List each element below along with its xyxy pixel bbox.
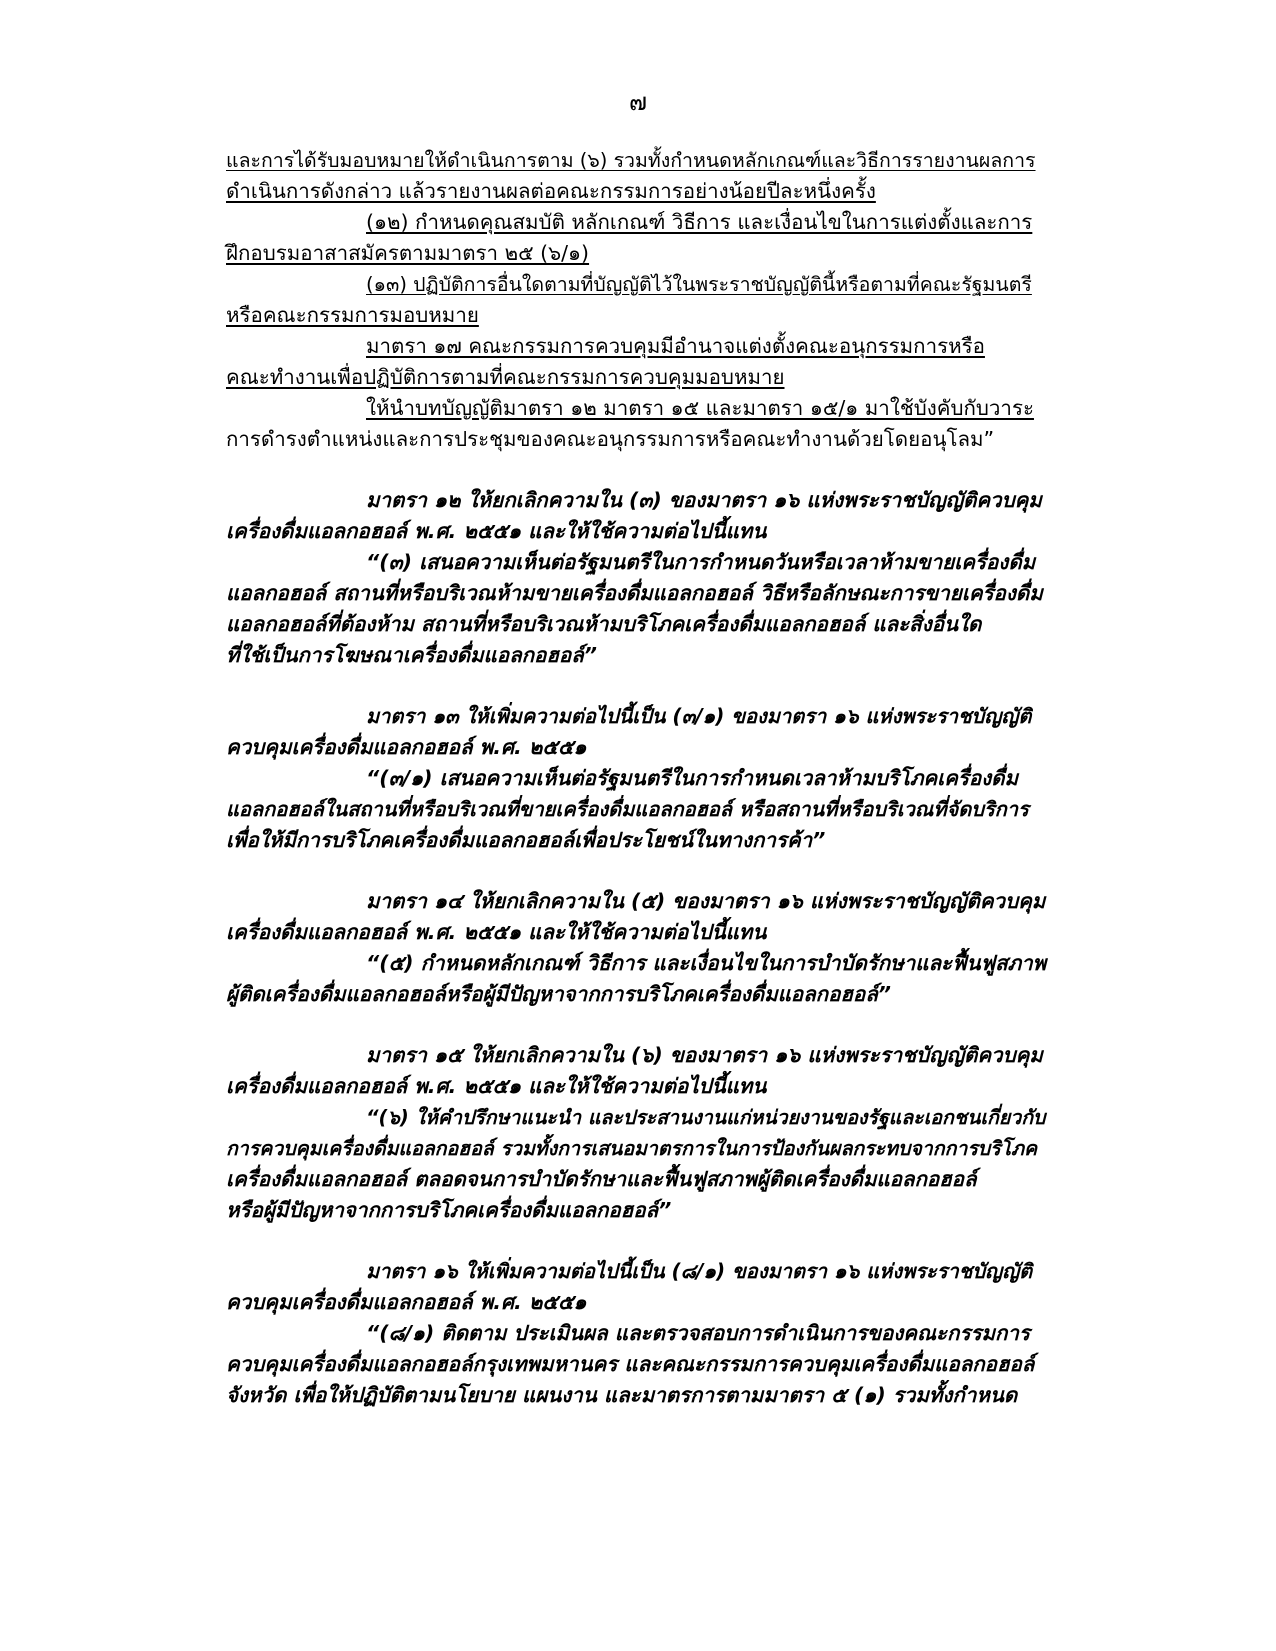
text-line: เครื่องดื่มแอลกอฮอล์ พ.ศ. ๒๕๕๑ และให้ใช้ความต่อไปนี้แทน <box>226 519 767 543</box>
text-line: (๑๓) ปฏิบัติการอื่นใดตามที่บัญญัติไว้ในพระราชบัญญัตินี้หรือตามที่คณะรัฐมนตรี <box>366 273 1032 296</box>
text-line: และการได้รับมอบหมายให้ดำเนินการตาม (๖) รวมทั้งกำหนดหลักเกณฑ์และวิธีการรายงานผลการ <box>226 149 1036 172</box>
text-line: “(๕) กำหนดหลักเกณฑ์ วิธีการ และเงื่อนไขในการบำบัดรักษาและฟื้นฟูสภาพ <box>366 951 1047 975</box>
text-line: แอลกอฮอล์ สถานที่หรือบริเวณห้ามขายเครื่องดื่มแอลกอฮอล์ วิธีหรือลักษณะการขายเครื่องดื่ม <box>226 581 1043 605</box>
text-line: แอลกอฮอล์ในสถานที่หรือบริเวณที่ขายเครื่องดื่มแอลกอฮอล์ หรือสถานที่หรือบริเวณที่จัดบริการ <box>226 797 1029 821</box>
text-line: เครื่องดื่มแอลกอฮอล์ พ.ศ. ๒๕๕๑ และให้ใช้ความต่อไปนี้แทน <box>226 920 767 944</box>
section-16 <box>226 1256 1046 1411</box>
text-line: แอลกอฮอล์ที่ต้องห้าม สถานที่หรือบริเวณห้ามบริโภคเครื่องดื่มแอลกอฮอล์ และสิ่งอื่นใด <box>226 612 982 636</box>
text-line: คณะทำงานเพื่อปฏิบัติการตามที่คณะกรรมการควบคุมมอบหมาย <box>226 365 785 389</box>
text-line: “(๘/๑) ติดตาม ประเมินผล และตรวจสอบการดำเนินการของคณะกรรมการ <box>366 1321 1030 1345</box>
text-line: จังหวัด เพื่อให้ปฏิบัติตามนโยบาย แผนงาน และมาตรการตามมาตรา ๕ (๑) รวมทั้งกำหนด <box>226 1383 1018 1407</box>
section-gap <box>226 1226 1046 1256</box>
text-line: หรือผู้มีปัญหาจากการบริโภคเครื่องดื่มแอลกอฮอล์” <box>226 1198 672 1222</box>
section-17-heading: มาตรา ๑๗ คณะกรรมการควบคุมมีอำนาจแต่งตั้งคณะอนุกรรมการหรือ <box>366 334 985 358</box>
text-line: (๑๒) กำหนดคุณสมบัติ หลักเกณฑ์ วิธีการ และเงื่อนไขในการแต่งตั้งและการ <box>366 210 1033 234</box>
section-heading: มาตรา ๑๕ ให้ยกเลิกความใน (๖) ของมาตรา ๑๖ แห่งพระราชบัญญัติควบคุม <box>366 1043 1043 1067</box>
section-gap <box>226 455 1046 485</box>
section-heading: มาตรา ๑๒ ให้ยกเลิกความใน (๓) ของมาตรา ๑๖ แห่งพระราชบัญญัติควบคุม <box>366 488 1042 512</box>
section-heading: มาตรา ๑๔ ให้ยกเลิกความใน (๕) ของมาตรา ๑๖ แห่งพระราชบัญญัติควบคุม <box>366 889 1046 913</box>
section-gap <box>226 1010 1046 1040</box>
section-12 <box>226 485 1046 671</box>
text-line: “(๖) ให้คำปรึกษาแนะนำ และประสานงานแก่หน่วยงานของรัฐและเอกชนเกี่ยวกับ <box>366 1106 1046 1129</box>
text-line: การดำรงตำแหน่งและการประชุมของคณะอนุกรรมการหรือคณะทำงานด้วยโดยอนุโลม” <box>226 427 995 451</box>
text-line: ผู้ติดเครื่องดื่มแอลกอฮอล์หรือผู้มีปัญหาจากการบริโภคเครื่องดื่มแอลกอฮอล์” <box>226 982 891 1006</box>
page-number: ๗ <box>628 88 648 116</box>
text-line: ให้นำบทบัญญัติมาตรา ๑๒ มาตรา ๑๕ และมาตรา ๑๕/๑ มาใช้บังคับกับวาระ <box>366 396 1034 420</box>
section-heading: มาตรา ๑๖ ให้เพิ่มความต่อไปนี้เป็น (๘/๑) ของมาตรา ๑๖ แห่งพระราชบัญญัติ <box>366 1259 1033 1283</box>
text-line: เพื่อให้มีการบริโภคเครื่องดื่มแอลกอฮอล์เพื่อประโยชน์ในทางการค้า” <box>226 828 826 852</box>
text-line: หรือคณะกรรมการมอบหมาย <box>226 303 479 327</box>
text-line: ควบคุมเครื่องดื่มแอลกอฮอล์ พ.ศ. ๒๕๕๑ <box>226 1290 587 1314</box>
section-gap <box>226 856 1046 886</box>
text-line: ควบคุมเครื่องดื่มแอลกอฮอล์ พ.ศ. ๒๕๕๑ <box>226 735 587 759</box>
text-line: ที่ใช้เป็นการโฆษณาเครื่องดื่มแอลกอฮอล์” <box>226 643 597 667</box>
text-line: เครื่องดื่มแอลกอฮอล์ พ.ศ. ๒๕๕๑ และให้ใช้ความต่อไปนี้แทน <box>226 1074 767 1098</box>
text-line: “(๓/๑) เสนอความเห็นต่อรัฐมนตรีในการกำหนดเวลาห้ามบริโภคเครื่องดื่ม <box>366 766 1019 790</box>
section-13 <box>226 701 1046 856</box>
text-line: การควบคุมเครื่องดื่มแอลกอฮอล์ รวมทั้งการเสนอมาตรการในการป้องกันผลกระทบจากการบริโภค <box>226 1137 1038 1160</box>
text-line: ควบคุมเครื่องดื่มแอลกอฮอล์กรุงเทพมหานคร และคณะกรรมการควบคุมเครื่องดื่มแอลกอฮอล์ <box>226 1352 1035 1376</box>
text-line: เครื่องดื่มแอลกอฮอล์ ตลอดจนการบำบัดรักษาและฟื้นฟูสภาพผู้ติดเครื่องดื่มแอลกอฮอล์ <box>226 1167 977 1191</box>
section-14 <box>226 886 1046 1010</box>
document-body <box>226 145 1046 1411</box>
text-line: ฝึกอบรมอาสาสมัครตามมาตรา ๒๕ (๖/๑) <box>226 241 590 265</box>
section-heading: มาตรา ๑๓ ให้เพิ่มความต่อไปนี้เป็น (๓/๑) ของมาตรา ๑๖ แห่งพระราชบัญญัติ <box>366 704 1032 728</box>
amendment-block-intro <box>226 145 1046 455</box>
section-gap <box>226 671 1046 701</box>
section-15 <box>226 1040 1046 1226</box>
text-line: ดำเนินการดังกล่าว แล้วรายงานผลต่อคณะกรรมการอย่างน้อยปีละหนึ่งครั้ง <box>226 179 876 203</box>
text-line: “(๓) เสนอความเห็นต่อรัฐมนตรีในการกำหนดวันหรือเวลาห้ามขายเครื่องดื่ม <box>366 550 1036 574</box>
